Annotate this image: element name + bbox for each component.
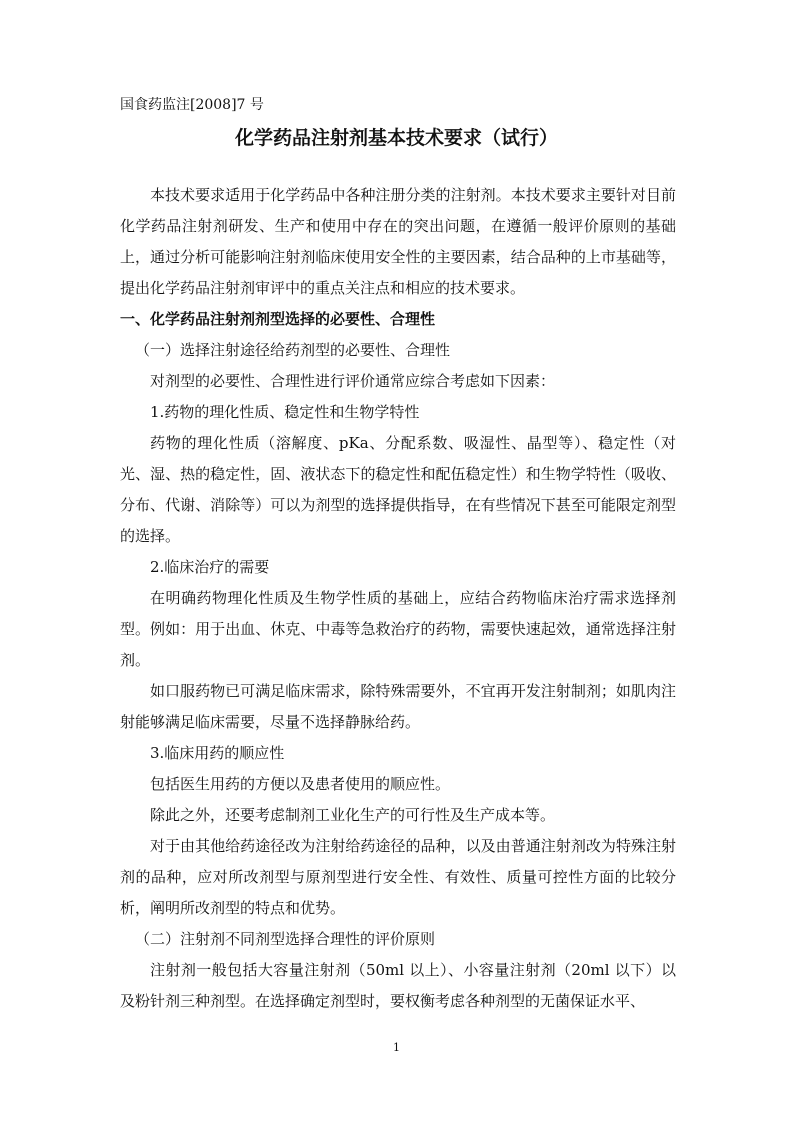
document-title: 化学药品注射剂基本技术要求（试行） [234, 127, 558, 149]
intro-paragraph: 本技术要求适用于化学药品中各种注册分类的注射剂。本技术要求主要针对目前化学药品注射剂研发、生产和使用中存在的突出问题，在遵循一般评价原则的基础上，通过分析可能影响注射剂临床使用安全性的主要因素，结合品种的上市基础等，提出化学药品注射剂审评中的重点关注点和相应的技术要求。 [120, 186, 676, 297]
document-number: 国食药监注[2008]7 号 [120, 97, 264, 113]
besides-paragraph: 除此之外，还要考虑制剂工业化生产的可行性及生产成本等。 [150, 806, 556, 824]
item-heading-1: 1.药物的理化性质、稳定性和生物学特性 [150, 403, 420, 421]
item-2-paragraph-2: 如口服药物已可满足临床需求，除特殊需要外，不宜再开发注射制剂；如肌肉注射能够满足临床需要，尽量不选择静脉给药。 [120, 682, 676, 731]
injection-types-paragraph: 注射剂一般包括大容量注射剂（50ml 以上）、小容量注射剂（20ml 以下）以及粉针剂三种剂型。在选择确定剂型时，要权衡考虑各种剂型的无菌保证水平、 [120, 961, 676, 1010]
section-heading-1: 一、化学药品注射剂剂型选择的必要性、合理性 [120, 310, 436, 328]
factors-paragraph: 对剂型的必要性、合理性进行评价通常应综合考虑如下因素： [150, 372, 556, 390]
subsection-heading-2: （二）注射剂不同剂型选择合理性的评价原则 [135, 930, 436, 948]
document-body [120, 180, 676, 1017]
route-change-paragraph: 对于由其他给药途径改为注射给药途径的品种，以及由普通注射剂改为特殊注射剂的品种，应对所改剂型与原剂型进行安全性、有效性、质量可控性方面的比较分析，阐明所改剂型的特点和优势。 [120, 837, 676, 917]
item-1-paragraph: 药物的理化性质（溶解度、pKa、分配系数、吸湿性、晶型等）、稳定性（对光、湿、热的稳定性，固、液状态下的稳定性和配伍稳定性）和生物学特性（吸收、分布、代谢、消除等）可以为剂型的选择提供指导，在有些情况下甚至可能限定剂型的选择。 [120, 434, 676, 545]
item-2-paragraph-1: 在明确药物理化性质及生物学性质的基础上，应结合药物临床治疗需求选择剂型。例如：用于出血、休克、中毒等急救治疗的药物，需要快速起效，通常选择注射剂。 [120, 589, 676, 669]
page-number: 1 [393, 1041, 400, 1054]
item-heading-2: 2.临床治疗的需要 [150, 558, 270, 576]
item-3-paragraph: 包括医生用药的方便以及患者使用的顺应性。 [150, 775, 451, 793]
subsection-heading-1: （一）选择注射途径给药剂型的必要性、合理性 [135, 341, 451, 359]
item-heading-3: 3.临床用药的顺应性 [150, 744, 285, 762]
